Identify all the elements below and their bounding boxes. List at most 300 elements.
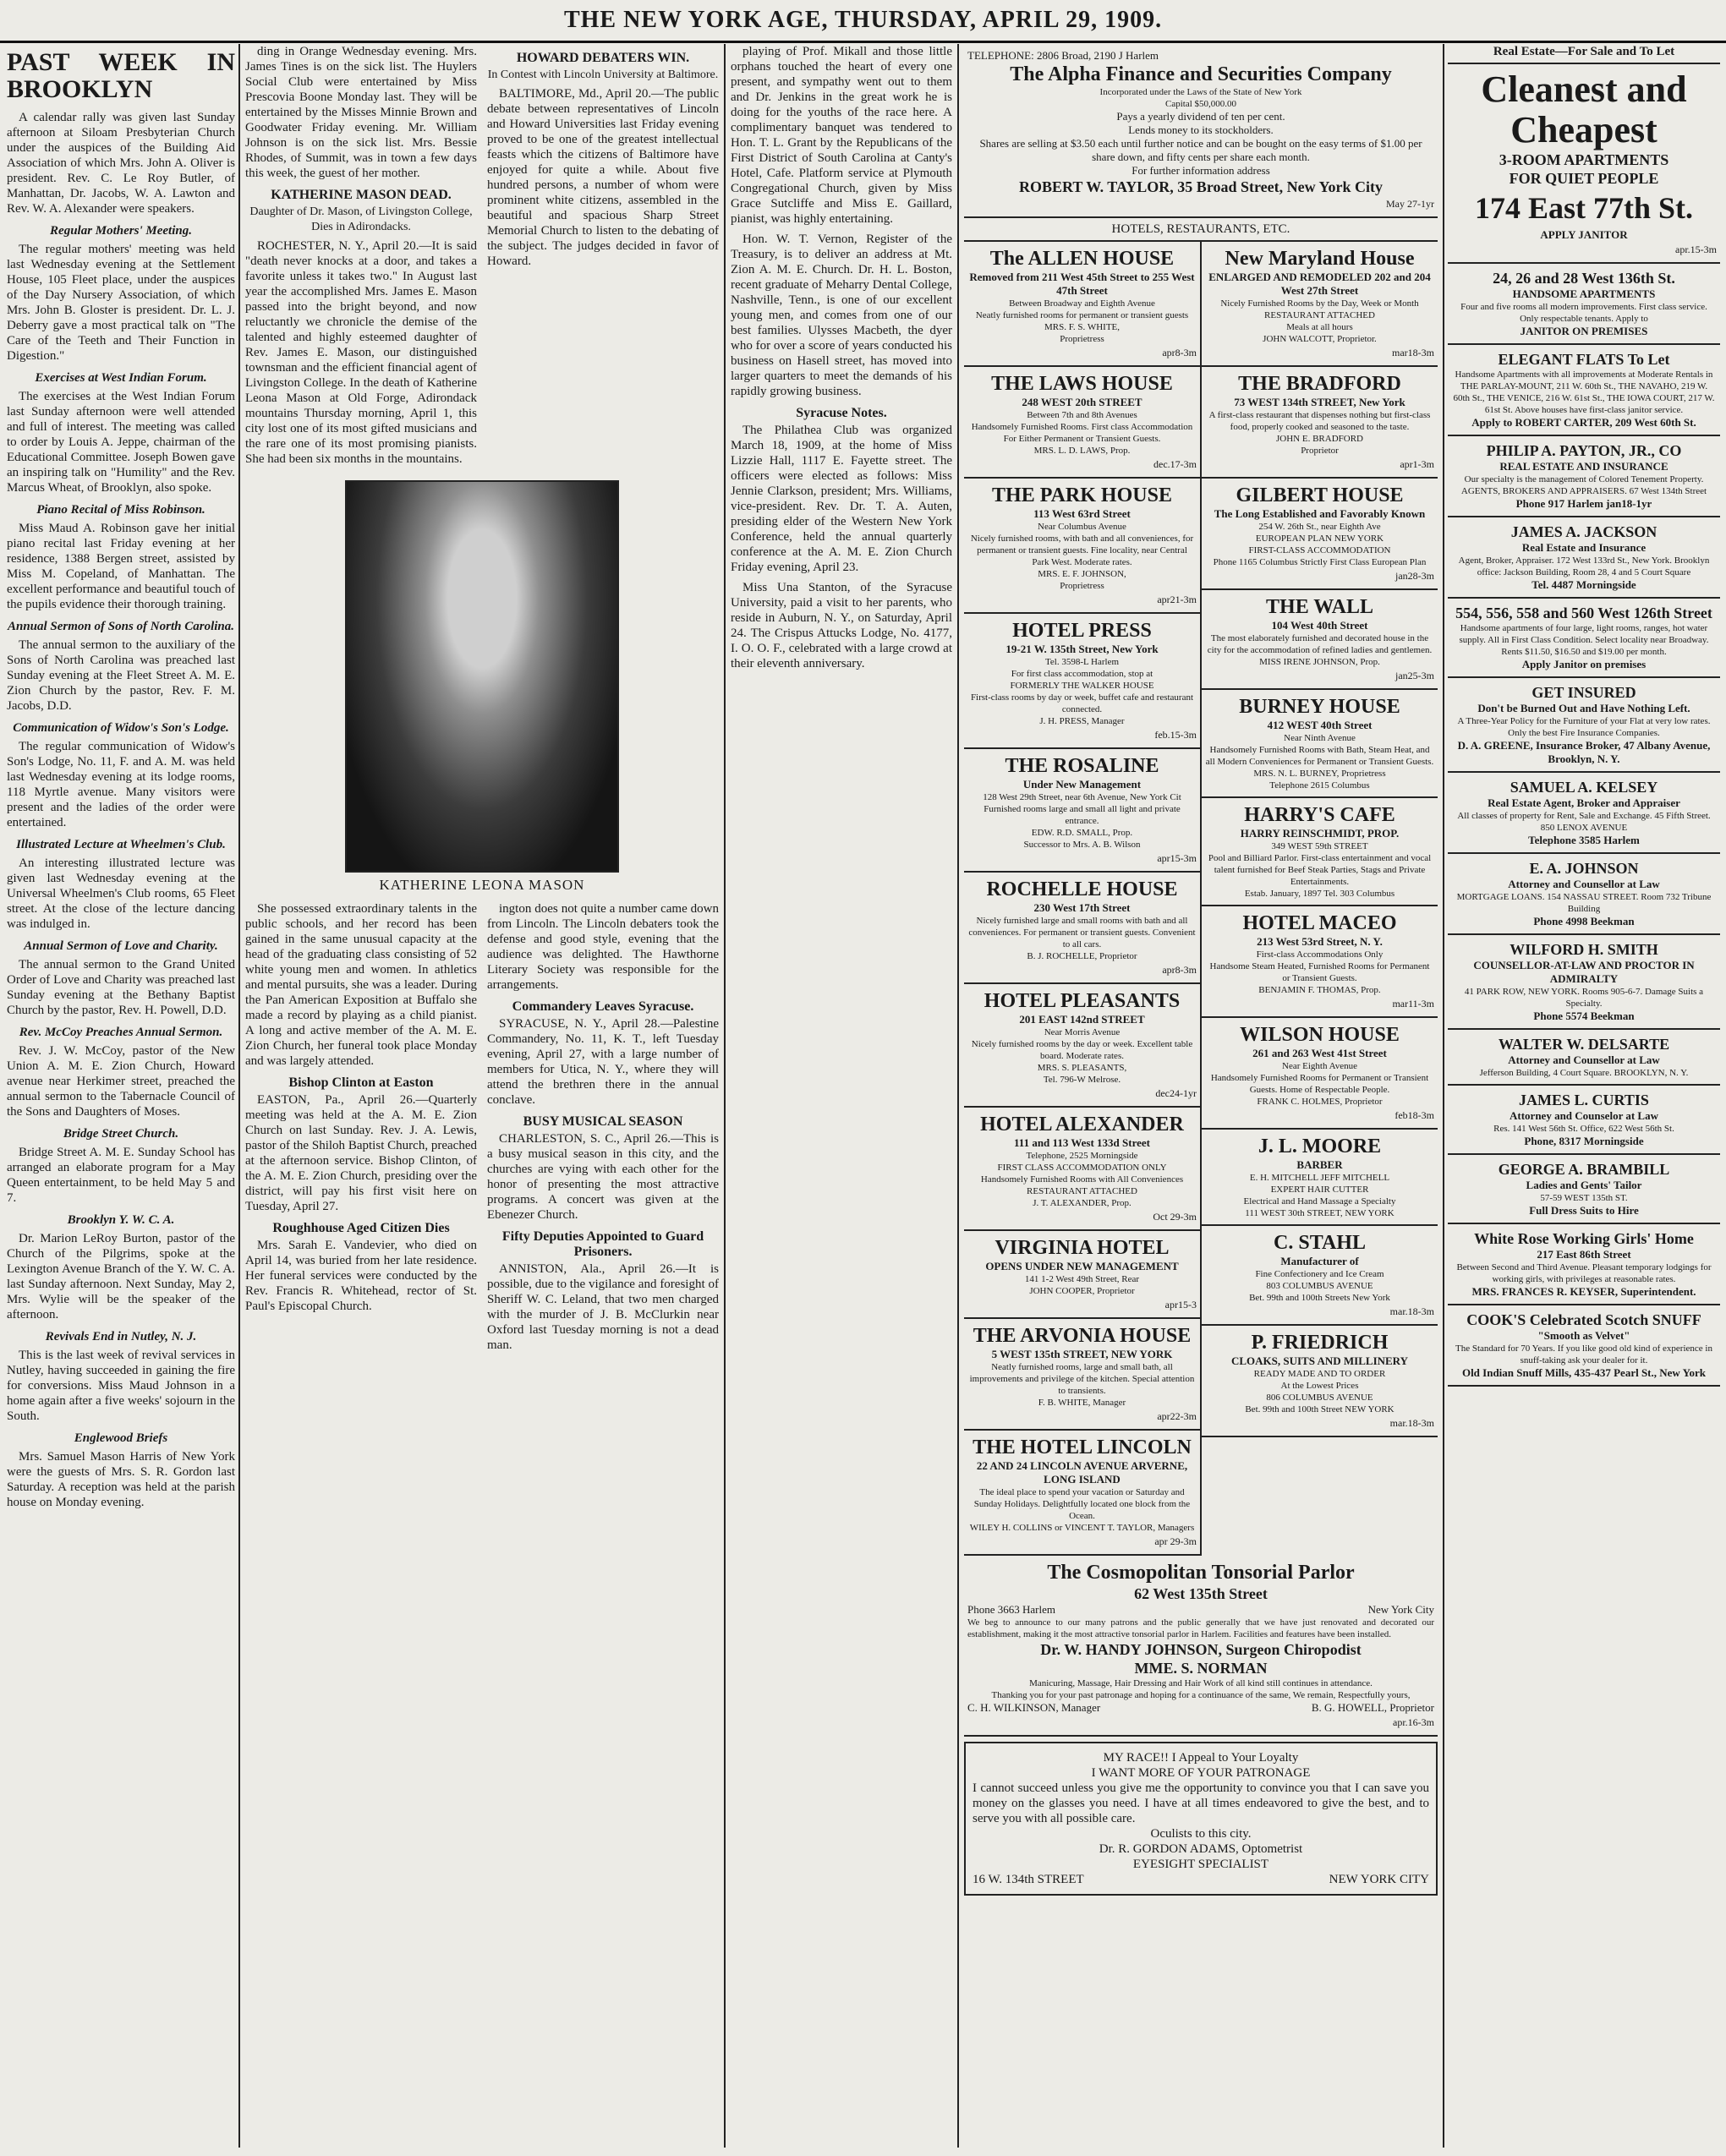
alpha-finance-ad bbox=[964, 44, 1438, 218]
section-headline: Piano Recital of Miss Robinson. bbox=[36, 503, 205, 517]
real-estate-ad bbox=[1448, 517, 1720, 599]
hotel-sub: BARBER bbox=[1296, 1158, 1343, 1171]
ad-subtitle: Attorney and Counsellor at Law bbox=[1508, 878, 1660, 890]
headline-brooklyn: PAST WEEK IN BROOKLYN bbox=[7, 48, 235, 103]
alpha-date: May 27-1yr bbox=[1386, 198, 1434, 210]
ad-title: PHILIP A. PAYTON, JR., CO bbox=[1486, 442, 1682, 459]
charleston-more: Hon. W. T. Vernon, Register of the Treasury, is to deliver an address at Mt. Zion A. M. E. Church. Dr. H. L. Boston, recent graduate of Meharry Dental College, Nashville, Tenn., is one of our excellent young men, and comes from one of our best families. Ulysses Macbeth, the dyer who for over a score of years conducted his business on Hasell street, has moved into larger quarters to meet the demands of his rapidly growing business. bbox=[731, 233, 952, 398]
ad-footer: Phone, 8317 Morningside bbox=[1524, 1135, 1644, 1147]
hotel-line: First-class rooms by day or week, buffet cafe and restaurant connected. bbox=[970, 692, 1194, 714]
hotel-date: apr21-3m bbox=[1157, 594, 1197, 605]
hotel-sub: 73 WEST 134th STREET, New York bbox=[1234, 396, 1405, 408]
hotel-sub: 113 West 63rd Street bbox=[1033, 507, 1131, 520]
ad-subtitle: Ladies and Gents' Tailor bbox=[1526, 1179, 1642, 1191]
column-real-estate bbox=[1448, 44, 1720, 2148]
cosmopolitan-address: 62 West 135th Street bbox=[1134, 1585, 1268, 1602]
hotel-ad bbox=[1202, 367, 1438, 479]
hotel-name: HOTEL MACEO bbox=[1242, 912, 1397, 934]
mason-paragraph: ROCHESTER, N. Y., April 20.—It is said "death never knocks at a door, and takes a favorite unless it takes two." In August last year the accomplished Mrs. James E. Mason passed into the bright beyond, and now reluctantly we chronicle the demise of the talented and highly esteemed daughter of Rev. James E. Mason, our distinguished townsman and the efficient financial agent of Livingston College. In the death of Katherine Leona Mason at Old Forge, Adirondack mountains Thursday morning, April 1, this city lost one of its most gifted musicians and the rare one of its most promising pianists. She had been six months in the mountains. bbox=[245, 239, 477, 466]
intro-paragraph: A calendar rally was given last Sunday afternoon at Siloam Presbyterian Church under the auspices of the Building Aid Association of which Mrs. John A. Oliver is president. Rev. C. Le Roy Butler, of Manhattan, Dr. Jacobs, W. A. Lawton and Rev. W. A. Alexander were speakers. bbox=[7, 111, 235, 216]
hotel-name: HOTEL PLEASANTS bbox=[984, 990, 1181, 1012]
hotel-sub: ENLARGED AND REMODELED 202 and 204 West 27th Street bbox=[1208, 271, 1431, 297]
hotel-date: mar.18-3m bbox=[1389, 1417, 1434, 1429]
hotel-ad bbox=[1202, 479, 1438, 590]
hotel-ad bbox=[1202, 906, 1438, 1018]
section-paragraph: Mrs. Samuel Mason Harris of New York were the guests of Mrs. S. R. Gordon last Saturday. A reception was held at the parish house on Monday evening. bbox=[7, 1450, 235, 1509]
hotel-line: Nicely furnished large and small rooms with bath and all conveniences. For permanent or transient guests. Convenient to all cars. bbox=[968, 916, 1196, 949]
hotel-line: Electrical and Hand Massage a Specialty bbox=[1243, 1196, 1396, 1207]
hotel-date: Oct 29-3m bbox=[1153, 1211, 1197, 1223]
hotel-name: C. STAHL bbox=[1274, 1232, 1366, 1254]
portrait-caption: KATHERINE LEONA MASON bbox=[379, 877, 585, 893]
section-headline: Revivals End in Nutley, N. J. bbox=[45, 1330, 197, 1343]
section-headline: Bridge Street Church. bbox=[63, 1127, 179, 1141]
hotel-line: EUROPEAN PLAN NEW YORK bbox=[1255, 534, 1384, 544]
alpha-line: Shares are selling at $3.50 each until further notice and can be bought on the easy terms of $1.00 per share down, and fifty cents per share each month. bbox=[979, 137, 1422, 163]
ad-subtitle: HANDSOME APARTMENTS bbox=[1512, 287, 1656, 300]
real-estate-ad bbox=[1448, 678, 1720, 773]
portrait-photo bbox=[345, 480, 619, 873]
ad-title: 554, 556, 558 and 560 West 126th Street bbox=[1455, 605, 1712, 621]
hotel-line: Nicely furnished rooms, with bath and all conveniences, for permanent or transient guests. Fine locality, near Central Park West. Moderate rates. bbox=[970, 534, 1194, 567]
cosmopolitan-text: We beg to announce to our many patrons and the public generally that we have just renovated and decorated our establishment, making it the most attractive tonsorial parlor in Harlem. Facilities and features have been installed. bbox=[967, 1617, 1434, 1639]
cosmopolitan-name: The Cosmopolitan Tonsorial Parlor bbox=[1047, 1562, 1355, 1584]
race-text: I cannot succeed unless you give me the opportunity to convince you that I can save you money on the glasses you need. I have at all times endeavored to give the best, and to serve you with all possible care. bbox=[973, 1781, 1429, 1825]
cosmopolitan-signatures bbox=[967, 1701, 1434, 1715]
hotel-line: FIRST CLASS ACCOMMODATION ONLY bbox=[997, 1163, 1167, 1173]
hotels-section-head: HOTELS, RESTAURANTS, ETC. bbox=[964, 218, 1438, 242]
race-head-2: I WANT MORE OF YOUR PATRONAGE bbox=[1091, 1766, 1311, 1780]
alpha-contact: ROBERT W. TAYLOR, 35 Broad Street, New York City bbox=[1019, 178, 1383, 195]
real-estate-ad bbox=[1448, 773, 1720, 854]
hotel-line: Nicely Furnished Rooms by the Day, Week or Month bbox=[1220, 298, 1419, 309]
hotel-line: Telephone, 2525 Morningside bbox=[1026, 1151, 1138, 1161]
hotel-name: GILBERT HOUSE bbox=[1236, 484, 1404, 506]
hotel-date: apr15-3m bbox=[1157, 852, 1197, 864]
hotel-ad bbox=[964, 614, 1200, 749]
column-news-2 bbox=[245, 44, 719, 2148]
ad-subtitle: "Smooth as Velvet" bbox=[1537, 1329, 1630, 1342]
column-rule bbox=[957, 44, 959, 2148]
hotel-ads-left bbox=[964, 242, 1202, 1556]
ad-footer: Apply Janitor on premises bbox=[1521, 658, 1647, 670]
hotel-date: apr8-3m bbox=[1162, 347, 1197, 358]
hotel-name: The ALLEN HOUSE bbox=[989, 248, 1175, 270]
hotel-line: Tel. 796-W Melrose. bbox=[1043, 1075, 1121, 1085]
section-paragraph: Dr. Marion LeRoy Burton, pastor of the Church of the Pilgrims, spoke at the Lexington Avenue Branch of the Y. W. C. A. last Sunday afternoon. Next Sunday, May 2, Mrs. Wylie will be the speaker of the afternoon. bbox=[7, 1232, 235, 1322]
hotel-sub: 213 West 53rd Street, N. Y. bbox=[1257, 935, 1383, 948]
hotel-ad bbox=[964, 367, 1200, 479]
hotel-ad bbox=[1202, 1326, 1438, 1437]
real-estate-ads bbox=[1448, 264, 1720, 1387]
commandery-headline: Commandery Leaves Syracuse. bbox=[512, 999, 694, 1014]
ad-text: Jefferson Building, 4 Court Square. BROOKLYN, N. Y. bbox=[1479, 1068, 1689, 1078]
hotel-name: ROCHELLE HOUSE bbox=[986, 878, 1178, 900]
section-paragraph: Miss Maud A. Robinson gave her initial piano recital last Friday evening at her residence, 1388 Bergen street, assisted by Miss M. Copeland, of Manhattan. The excellent performance and beautiful touch of the pupils evidence their thorough training. bbox=[7, 522, 235, 611]
ad-title: White Rose Working Girls' Home bbox=[1474, 1230, 1694, 1247]
debate-headline: HOWARD DEBATERS WIN. bbox=[516, 51, 690, 65]
hotel-line: E. H. MITCHELL JEFF MITCHELL bbox=[1249, 1173, 1390, 1183]
hotel-line: Estab. January, 1897 Tel. 303 Columbus bbox=[1244, 889, 1395, 899]
mason-headline: KATHERINE MASON DEAD. bbox=[271, 188, 452, 202]
section-paragraph: The annual sermon to the auxiliary of the Sons of North Carolina was preached last Sunday evening at the Fleet Street A. M. E. Zion Church by the pastor, Rev. F. M. Jacobs, D.D. bbox=[7, 638, 235, 713]
syracuse-headline: Syracuse Notes. bbox=[796, 406, 887, 420]
hotel-sub: 104 West 40th Street bbox=[1271, 619, 1368, 632]
hotel-ad bbox=[964, 1231, 1200, 1319]
ad-text: Agent, Broker, Appraiser. 172 West 133rd St., New York. Brooklyn office: Jackson Building, Room 28, 4 and 5 Court Square bbox=[1458, 555, 1710, 577]
lower-news-block bbox=[245, 901, 719, 1358]
section-paragraph: This is the last week of revival services in Nutley, having succeeded in gaining the fire for conversions. Miss Maud Johnson in a home again after a five weeks' sojourn in the South. bbox=[7, 1349, 235, 1423]
ad-subtitle: REAL ESTATE AND INSURANCE bbox=[1499, 460, 1668, 473]
hotel-line: Near Ninth Avenue bbox=[1284, 733, 1356, 743]
column-rule bbox=[238, 44, 240, 2148]
ad-title: SAMUEL A. KELSEY bbox=[1510, 779, 1658, 796]
hotel-sub: Removed from 211 West 45th Street to 255 West 47th Street bbox=[969, 271, 1195, 297]
hotel-line: Neatly furnished rooms, large and small bath, all improvements and privilege of the kitchen. Special attention to transients. bbox=[969, 1362, 1195, 1396]
hotel-ad bbox=[1202, 590, 1438, 690]
debate-news bbox=[487, 44, 719, 472]
hotel-sub: 5 WEST 135th STREET, NEW YORK bbox=[991, 1348, 1173, 1360]
ad-title: GEORGE A. BRAMBILL bbox=[1498, 1161, 1670, 1178]
hotel-line: Near Eighth Avenue bbox=[1282, 1061, 1357, 1071]
hotel-line: J. H. PRESS, Manager bbox=[1039, 716, 1125, 726]
cosmopolitan-city: New York City bbox=[1367, 1603, 1434, 1616]
hotel-name: THE ROSALINE bbox=[1005, 755, 1159, 777]
hotel-line: MISS IRENE JOHNSON, Prop. bbox=[1259, 657, 1380, 667]
real-estate-ad bbox=[1448, 1030, 1720, 1086]
ad-title: WILFORD H. SMITH bbox=[1510, 941, 1658, 958]
hotel-ad bbox=[1202, 798, 1438, 906]
cleanest-line1: Cleanest and bbox=[1481, 68, 1687, 110]
section-paragraph: An interesting illustrated lecture was given last Wednesday evening at the Universal Wheelmen's Club rooms, 65 Fleet street. At the close of the lecture dancing was indulged in. bbox=[7, 856, 235, 931]
ad-footer: JANITOR ON PREMISES bbox=[1520, 325, 1648, 337]
hotel-line: FORMERLY THE WALKER HOUSE bbox=[1010, 681, 1154, 691]
hotel-name: THE BRADFORD bbox=[1238, 373, 1401, 395]
race-doctor: Dr. R. GORDON ADAMS, Optometrist bbox=[1099, 1842, 1303, 1856]
alpha-name: The Alpha Finance and Securities Company bbox=[1010, 63, 1392, 85]
hotel-name: HARRY'S CAFE bbox=[1244, 804, 1395, 826]
hotel-line: At the Lowest Prices bbox=[1280, 1381, 1359, 1391]
ad-text: The Standard for 70 Years. If you like good old kind of experience in snuff-taking ask your dealer for it. bbox=[1455, 1343, 1712, 1365]
debate-subhead: In Contest with Lincoln University at Baltimore. bbox=[487, 68, 719, 81]
debate-paragraph: BALTIMORE, Md., April 20.—The public debate between representatives of Lincoln and Howard Universities last Friday evening proved to be one of the greatest intellectual feasts which the citizens of Baltimore have enjoyed for quite a while. About five hundred persons, a number of whom were prominent white citizens, assembled in the beautiful and spacious Sharp Street Memorial Church to listen to the debating of the subject. The judges decided in favor of Howard. bbox=[487, 87, 719, 268]
hotel-date: jan28-3m bbox=[1395, 570, 1434, 582]
hotel-ads-grid bbox=[964, 242, 1438, 1556]
hotel-name: VIRGINIA HOTEL bbox=[995, 1237, 1170, 1259]
charleston-paragraph: playing of Prof. Mikall and those little orphans touched the heart of every one present, and sympathy went out to them and Dr. Jenkins in the great work he is doing for the youths of the race here. A complimentary banquet was tendered to Hon. T. L. Grant by the Republicans of the First District of South Carolina at Canty's Hotel, Cafe. Platform service at Plymouth Congregational Church, given by Miss Grace Sutcliffe and Miss E. Gaillard, pianist, was highly entertaining. bbox=[731, 45, 952, 226]
ad-footer: Old Indian Snuff Mills, 435-437 Pearl St., New York bbox=[1461, 1366, 1707, 1379]
alpha-inc: Incorporated under the Laws of the State of New York bbox=[1099, 87, 1302, 97]
cleanest-date: apr.15-3m bbox=[1675, 244, 1717, 255]
hotel-line: Handsomely Furnished Rooms with Bath, Steam Heat, and all Modern Conveniences for Permanent or Transient Guests. bbox=[1205, 745, 1434, 767]
column-rule bbox=[1443, 44, 1444, 2148]
hotel-ad bbox=[964, 984, 1200, 1108]
hotel-sub: CLOAKS, SUITS AND MILLINERY bbox=[1230, 1354, 1409, 1367]
hotel-name: New Maryland House bbox=[1225, 248, 1415, 270]
hotel-date: mar.18-3m bbox=[1389, 1305, 1434, 1317]
hotel-line: 349 WEST 59th STREET bbox=[1271, 841, 1368, 851]
hotel-line: Between 7th and 8th Avenues bbox=[1027, 410, 1137, 420]
ad-text: A Three-Year Policy for the Furniture of your Flat at very low rates. Only the best Fire Insurance Companies. bbox=[1457, 716, 1711, 738]
hotel-line: Handsome Steam Heated, Furnished Rooms for Permanent or Transient Guests. bbox=[1209, 961, 1430, 983]
hotel-line: Handsomely Furnished Rooms. First class Accommodation For Either Permanent or Transient Guests. bbox=[971, 422, 1193, 444]
section-paragraph: The regular communication of Widow's Son's Lodge, No. 11, F. and A. M. was held last Wednesday evening at its lodge rooms, 118 Myrtle avenue. Many visitors were present and the ladies of the order were entertained. bbox=[7, 740, 235, 829]
alpha-line: For further information address bbox=[1131, 164, 1270, 177]
ad-footer: Full Dress Suits to Hire bbox=[1529, 1204, 1639, 1217]
hotel-line: JOHN COOPER, Proprietor bbox=[1029, 1286, 1135, 1296]
alpha-phone: TELEPHONE: 2806 Broad, 2190 J Harlem bbox=[967, 49, 1159, 62]
hotel-line: 141 1-2 West 49th Street, Rear bbox=[1024, 1274, 1140, 1284]
real-estate-ad bbox=[1448, 1305, 1720, 1387]
ad-title: ELEGANT FLATS To Let bbox=[1498, 351, 1670, 368]
real-estate-ad bbox=[1448, 436, 1720, 517]
upper-news-block bbox=[245, 44, 719, 472]
real-estate-header: Real Estate—For Sale and To Let bbox=[1448, 44, 1720, 64]
section-paragraph: Rev. J. W. McCoy, pastor of the New Union A. M. E. Zion Church, Howard avenue near Herkimer street, preached the annual sermon to the Tabernacle Council of the Sons and Daughters of Moses. bbox=[7, 1044, 235, 1119]
commandery-paragraph: SYRACUSE, N. Y., April 28.—Palestine Commandery, No. 11, K. T., left Tuesday evening, April 27, with a large number of members for Utica, N. Y., where they will attend the brethren there in the annual conclave. bbox=[487, 1017, 719, 1107]
deputies-headline: Fifty Deputies Appointed to Guard Prisoners. bbox=[501, 1229, 704, 1259]
aged-citizen-headline: Roughhouse Aged Citizen Dies bbox=[272, 1221, 450, 1235]
cosmopolitan-norman: MME. S. NORMAN bbox=[1134, 1660, 1268, 1677]
hotel-sub: 22 AND 24 LINCOLN AVENUE ARVERNE, LONG ISLAND bbox=[976, 1459, 1188, 1486]
hotel-line: 803 COLUMBUS AVENUE bbox=[1266, 1281, 1373, 1291]
section-headline: Exercises at West Indian Forum. bbox=[35, 371, 207, 385]
ad-title: JAMES A. JACKSON bbox=[1510, 523, 1658, 540]
ad-subtitle: Attorney and Counselor at Law bbox=[1510, 1109, 1658, 1122]
hotel-line: FRANK C. HOLMES, Proprietor bbox=[1257, 1097, 1383, 1107]
ad-subtitle: COUNSELLOR-AT-LAW AND PROCTOR IN ADMIRALTY bbox=[1473, 959, 1695, 985]
mason-subhead: Daughter of Dr. Mason, of Livingston College, Dies in Adirondacks. bbox=[249, 205, 473, 233]
race-title: EYESIGHT SPECIALIST bbox=[1132, 1858, 1269, 1871]
ad-subtitle: Attorney and Counsellor at Law bbox=[1508, 1053, 1660, 1066]
hotel-line: MRS. L. D. LAWS, Prop. bbox=[1033, 446, 1131, 456]
debate-continued: ington does not quite a number came down from Lincoln. The Lincoln debaters took the defense and good style, evening that the audience was delighted. The Hawthorne Literary Society was responsible for the arrangements. bbox=[487, 902, 719, 992]
hotel-sub: HARRY REINSCHMIDT, PROP. bbox=[1240, 827, 1400, 840]
alpha-line: Lends money to its stockholders. bbox=[1128, 123, 1274, 136]
ad-footer: Apply to ROBERT CARTER, 209 West 60th St. bbox=[1471, 416, 1696, 429]
hotel-line: BENJAMIN F. THOMAS, Prop. bbox=[1258, 985, 1381, 995]
hotel-line: Proprietress bbox=[1060, 334, 1104, 344]
hotel-name: THE LAWS HOUSE bbox=[991, 373, 1173, 395]
race-address: 16 W. 134th STREET bbox=[973, 1873, 1084, 1886]
hotel-date: apr1-3m bbox=[1400, 458, 1434, 470]
hotel-ad bbox=[964, 749, 1200, 873]
race-head-1: MY RACE!! I Appeal to Your Loyalty bbox=[1103, 1751, 1299, 1765]
ad-subtitle: Real Estate Agent, Broker and Appraiser bbox=[1488, 796, 1680, 809]
hotel-line: Telephone 2615 Columbus bbox=[1269, 780, 1370, 791]
ad-footer: MRS. FRANCES R. KEYSER, Superintendent. bbox=[1471, 1285, 1696, 1298]
hotel-name: BURNEY HOUSE bbox=[1239, 696, 1400, 718]
cosmopolitan-thanks: Thanking you for your past patronage and hoping for a continuance of the same, We remain, Respectfully yours, bbox=[991, 1690, 1411, 1700]
hotel-name: HOTEL ALEXANDER bbox=[980, 1114, 1184, 1135]
hotel-date: jan25-3m bbox=[1395, 670, 1434, 681]
hotel-line: Successor to Mrs. A. B. Wilson bbox=[1023, 840, 1141, 850]
hotel-name: THE ARVONIA HOUSE bbox=[973, 1325, 1192, 1347]
hotel-sub: 412 WEST 40th Street bbox=[1267, 719, 1373, 731]
real-estate-ad bbox=[1448, 1224, 1720, 1305]
ad-text: Handsome apartments of four large, light rooms, ranges, hot water supply. All in First Class Condition. Select locality near Broadway. Rents $11.50, $16.50 and $19.00 per month. bbox=[1459, 623, 1709, 657]
lower-left-news bbox=[245, 901, 477, 1358]
hotel-ad bbox=[964, 1431, 1200, 1556]
section-headline: Illustrated Lecture at Wheelmen's Club. bbox=[16, 838, 226, 851]
ad-text: Handsome Apartments with all improvements at Moderate Rentals in THE PARLAY-MOUNT, 211 W. 60th St., THE NAVAHO, 219 W. 60th St., THE VENICE, 216 W. 61st St., THE IOWA COURT, 217 W. 61st St. Above houses have first-class janitor service. bbox=[1453, 369, 1715, 415]
hotel-line: Handsomely Furnished Rooms for Permanent or Transient Guests. Home of Respectable People. bbox=[1210, 1073, 1429, 1095]
race-oculist: Oculists to this city. bbox=[1150, 1827, 1252, 1841]
hotel-line: B. J. ROCHELLE, Proprietor bbox=[1027, 951, 1137, 961]
real-estate-ad bbox=[1448, 1155, 1720, 1224]
section-headline: Annual Sermon of Sons of North Carolina. bbox=[7, 620, 234, 633]
hotel-line: Furnished rooms large and small all light and private entrance. bbox=[984, 804, 1181, 826]
hotel-line: READY MADE AND TO ORDER bbox=[1253, 1369, 1386, 1379]
cosmopolitan-date: apr.16-3m bbox=[1393, 1716, 1434, 1728]
mason-continued: She possessed extraordinary talents in the public schools, and her record has been gained in the same unusual capacity at the head of the graduating class consisting of 52 white young men and women. In athletics and mental pursuits, she was a leader. During the Pan American Exposition at Buffalo she made a record by playing as a child pianist. A long and active member of the A. M. E. Zion Church, her funeral took place Monday and was largely attended. bbox=[245, 902, 477, 1068]
hotel-sub: 230 West 17th Street bbox=[1033, 901, 1131, 914]
hotel-line: WILEY H. COLLINS or VINCENT T. TAYLOR, Managers bbox=[969, 1523, 1195, 1533]
ad-footer: Telephone 3585 Harlem bbox=[1528, 834, 1640, 846]
cleanest-line6: APPLY JANITOR bbox=[1540, 228, 1628, 241]
hotel-date: mar11-3m bbox=[1392, 998, 1434, 1010]
cosmopolitan-doctor: Dr. W. HANDY JOHNSON, Surgeon Chiropodist bbox=[1040, 1641, 1362, 1658]
hotel-date: apr 29-3m bbox=[1154, 1535, 1197, 1547]
alpha-line: Pays a yearly dividend of ten per cent. bbox=[1116, 110, 1285, 123]
cleanest-line2: Cheapest bbox=[1510, 109, 1658, 150]
hotel-ad bbox=[964, 242, 1200, 367]
ad-subtitle: Don't be Burned Out and Have Nothing Left. bbox=[1477, 702, 1690, 714]
hotel-line: 806 COLUMBUS AVENUE bbox=[1266, 1393, 1373, 1403]
hotel-line: MRS. E. F. JOHNSON, bbox=[1038, 569, 1126, 579]
ad-footer: D. A. GREENE, Insurance Broker, 47 Albany Avenue, Brooklyn, N. Y. bbox=[1457, 739, 1711, 765]
hotel-ad bbox=[1202, 1018, 1438, 1130]
alpha-capital: Capital $50,000.00 bbox=[1164, 99, 1237, 109]
hotel-line: FIRST-CLASS ACCOMMODATION bbox=[1248, 545, 1391, 555]
cleanest-line3: 3-ROOM APARTMENTS bbox=[1499, 151, 1669, 168]
bishop-paragraph: EASTON, Pa., April 26.—Quarterly meeting was held at the A. M. E. Zion Church on last Sunday. Rev. J. A. Lewis, pastor of the Shiloh Baptist Church, preached at the afternoon service. Bishop Clinton, of the A. M. E. Zion Church, presiding over the district, will pay his first visit here on Tuesday, April 27. bbox=[245, 1093, 477, 1213]
hotel-ad bbox=[964, 1319, 1200, 1431]
column-news-3 bbox=[731, 44, 952, 2148]
hotel-ad bbox=[1202, 690, 1438, 798]
ad-text: 41 PARK ROW, NEW YORK. Rooms 905-6-7. Damage Suits a Specialty. bbox=[1464, 987, 1704, 1009]
ad-title: 24, 26 and 28 West 136th St. bbox=[1493, 270, 1675, 287]
hotel-line: EDW. R.D. SMALL, Prop. bbox=[1031, 828, 1133, 838]
race-footer bbox=[973, 1872, 1429, 1887]
hotel-line: F. B. WHITE, Manager bbox=[1038, 1398, 1126, 1408]
column-ads bbox=[964, 44, 1438, 2148]
cosmopolitan-ad bbox=[964, 1556, 1438, 1737]
section-headline: Englewood Briefs bbox=[74, 1431, 168, 1445]
lower-right-news bbox=[487, 901, 719, 1358]
hotel-line: The most elaborately furnished and decorated house in the city for the accommodation of refined ladies and gentlemen. bbox=[1207, 633, 1433, 655]
hotel-ad bbox=[1202, 1130, 1438, 1226]
ad-subtitle: 217 East 86th Street bbox=[1537, 1248, 1631, 1261]
hotel-date: feb18-3m bbox=[1394, 1109, 1434, 1121]
real-estate-ad bbox=[1448, 1086, 1720, 1155]
hotel-sub: 111 and 113 West 133d Street bbox=[1014, 1136, 1150, 1149]
hotel-ad bbox=[964, 873, 1200, 984]
ad-text: 57-59 WEST 135th ST. bbox=[1540, 1193, 1628, 1203]
column-rule bbox=[724, 44, 726, 2148]
ad-footer: Phone 917 Harlem jan18-1yr bbox=[1515, 497, 1652, 510]
deputies-paragraph: ANNISTON, Ala., April 26.—It is possible, due to the vigilance and foresight of Sheriff W. C. Leland, that two men charged with the murder of J. B. McClurkin near Oxford last Tuesday morning is not a dead man. bbox=[487, 1262, 719, 1352]
section-paragraph: The annual sermon to the Grand United Order of Love and Charity was preached last Sunday evening at the Bethany Baptist Church by the pastor, Rev. H. Powell, D.D. bbox=[7, 958, 235, 1017]
optometrist-ad bbox=[964, 1742, 1438, 1896]
hotel-line: MRS. F. S. WHITE, bbox=[1044, 322, 1121, 332]
hotel-date: apr22-3m bbox=[1157, 1410, 1197, 1422]
hotel-ad bbox=[1202, 242, 1438, 367]
cosmopolitan-norman-text: Manicuring, Massage, Hair Dressing and Hair Work of all kind still continues in attendance. bbox=[1029, 1678, 1373, 1688]
cosmopolitan-sig-left: C. H. WILKINSON, Manager bbox=[967, 1701, 1101, 1714]
hotel-ad bbox=[964, 479, 1200, 614]
hotel-ad bbox=[1202, 1226, 1438, 1326]
hotel-name: J. L. MOORE bbox=[1258, 1135, 1382, 1157]
bishop-headline: Bishop Clinton at Easton bbox=[288, 1075, 434, 1090]
cosmopolitan-contact bbox=[967, 1603, 1434, 1617]
hotel-line: RESTAURANT ATTACHED bbox=[1027, 1186, 1137, 1196]
section-headline: Regular Mothers' Meeting. bbox=[50, 224, 192, 238]
real-estate-ad bbox=[1448, 854, 1720, 935]
real-estate-ad bbox=[1448, 264, 1720, 345]
ad-title: E. A. JOHNSON bbox=[1529, 860, 1639, 877]
ad-text: Four and five rooms all modern improvements. First class service. Only respectable tenants. Apply to bbox=[1460, 302, 1707, 324]
hotel-line: 128 West 29th Street, near 6th Avenue, New York Cit bbox=[983, 792, 1181, 802]
hotel-name: THE WALL bbox=[1266, 596, 1373, 618]
aged-citizen-paragraph: Mrs. Sarah E. Vandevier, who died on April 14, was buried from her late residence. Her funeral services were conducted by the Rev. Francis R. Whitehead, rector of St. Paul's Episcopal Church. bbox=[245, 1239, 477, 1313]
hotel-name: WILSON HOUSE bbox=[1240, 1024, 1400, 1046]
hotel-date: apr15-3 bbox=[1164, 1299, 1197, 1311]
hotel-sub: OPENS UNDER NEW MANAGEMENT bbox=[985, 1260, 1179, 1272]
cosmopolitan-phone: Phone 3663 Harlem bbox=[967, 1603, 1055, 1616]
hotel-date: dec.17-3m bbox=[1153, 458, 1197, 470]
hotel-ads-right bbox=[1202, 242, 1438, 1556]
real-estate-ad bbox=[1448, 599, 1720, 678]
masthead: THE NEW YORK AGE, THURSDAY, APRIL 29, 1909. bbox=[0, 0, 1726, 43]
syracuse-more: Miss Una Stanton, of the Syracuse University, paid a visit to her parents, who reside in Auburn, N. Y., on Saturday, April 24. The Crispus Attucks Lodge, No. 4177, I. O. O. F., celebrated with a large crowd at their eleventh anniversary. bbox=[731, 581, 952, 670]
real-estate-ad bbox=[1448, 935, 1720, 1030]
hotel-sub: Manufacturer of bbox=[1280, 1255, 1359, 1267]
brooklyn-sections bbox=[7, 223, 235, 1510]
ad-text: Our specialty is the management of Colored Tenement Property. AGENTS, BROKERS AND APPRAISERS. 67 West 134th Street bbox=[1460, 474, 1707, 496]
hotel-sub: Under New Management bbox=[1022, 778, 1142, 791]
cosmopolitan-sig-right: B. G. HOWELL, Proprietor bbox=[1311, 1701, 1434, 1714]
hotel-name: P. FRIEDRICH bbox=[1251, 1332, 1389, 1354]
ad-text: Between Second and Third Avenue. Pleasant temporary lodgings for working girls, with privileges at reasonable rates. bbox=[1456, 1262, 1712, 1284]
hotel-line: Fine Confectionery and Ice Cream bbox=[1255, 1269, 1384, 1279]
hotel-sub: 261 and 263 West 41st Street bbox=[1252, 1047, 1387, 1059]
ad-title: WALTER W. DELSARTE bbox=[1498, 1036, 1670, 1053]
music-headline: BUSY MUSICAL SEASON bbox=[523, 1114, 683, 1129]
hotel-line: Bet. 99th and 100th Streets New York bbox=[1249, 1293, 1390, 1303]
hotel-name: HOTEL PRESS bbox=[1012, 620, 1152, 642]
hotel-line: 111 WEST 30th STREET, NEW YORK bbox=[1245, 1208, 1394, 1218]
section-paragraph: The exercises at the West Indian Forum last Sunday afternoon were well attended and full of interest. The meeting was called to order by Louis A. Jeppe, chairman of the Educational Committee. Joseph Bowen gave an inspiring talk on "Humility" and the Rev. Marcus Wheat, of Brooklyn, also spoke. bbox=[7, 390, 235, 495]
hotel-sub: 248 WEST 20th STREET bbox=[1022, 396, 1142, 408]
hotel-line: For first class accommodation, stop at bbox=[1011, 669, 1153, 679]
hotel-line: Bet. 99th and 100th Street NEW YORK bbox=[1245, 1404, 1394, 1415]
hotel-line: Proprietor bbox=[1301, 446, 1339, 456]
hotel-sub: The Long Established and Favorably Known bbox=[1214, 507, 1426, 520]
section-paragraph: The regular mothers' meeting was held last Wednesday evening at the Settlement House, 105 Fleet place, under the auspices of the Day Nursery Association, of which Mrs. John B. Gloster is president. Dr. L. J. Deberry gave a most practical talk on "The Care of the Teeth and Their Function in Digestion." bbox=[7, 243, 235, 363]
hotel-line: JOHN E. BRADFORD bbox=[1276, 434, 1363, 444]
ad-footer: Tel. 4487 Morningside bbox=[1531, 578, 1636, 591]
hotel-line: 254 W. 26th St., near Eighth Ave bbox=[1258, 522, 1381, 532]
hotel-line: J. T. ALEXANDER, Prop. bbox=[1033, 1198, 1131, 1208]
ad-text: MORTGAGE LOANS. 154 NASSAU STREET. Room 732 Tribune Building bbox=[1456, 892, 1712, 914]
ad-title: GET INSURED bbox=[1531, 684, 1636, 701]
hotel-ad bbox=[964, 1108, 1200, 1231]
hotel-line: JOHN WALCOTT, Proprietor. bbox=[1263, 334, 1377, 344]
hotel-name: THE HOTEL LINCOLN bbox=[973, 1436, 1192, 1458]
hotel-date: feb.15-3m bbox=[1154, 729, 1197, 741]
section-headline: Rev. McCoy Preaches Annual Sermon. bbox=[19, 1026, 223, 1039]
